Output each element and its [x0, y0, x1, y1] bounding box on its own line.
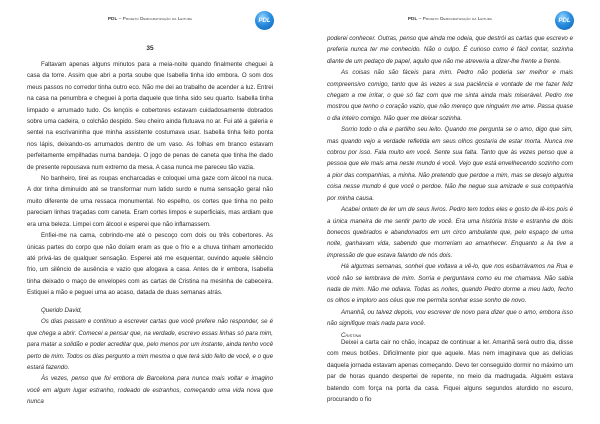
paragraph: Enfiei-me na cama, cobrindo-me até o pescoço com dois ou três cobertores. As únicas partes do corpo que não doíam eram as que o frio e a chuva tinham amortecido até privá-las de qualquer sensação. Esperei até me esquentar, ouvindo aquele silêncio frio, um silêncio de ausência e vazio que afogava a casa. Antes de ir embora, Isabella tinha deixado o maço de envelopes com as cartas de Cristina na mesinha de cabeceira. Estiquei a mão e peguei uma ao acaso, datada de duas semanas atrás. — [27, 232, 273, 297]
letter-paragraph: As coisas não são fáceis para mim. Pedro não poderia ser melhor e mais compreensivo comigo, tanto que às vezes a sua paciência e vontade de me fazer feliz chegam a me irritar, o que só faz com que me sinta ainda mais miserável. Pedro me mostrou que tenho o coração vazio, que não mereço que ninguém me ame. Passa quase o dia inteiro comigo. Não quer me deixar sozinha. — [327, 69, 573, 122]
letter-text — [327, 33, 573, 341]
pdl-logo-icon: PDL — [555, 11, 574, 30]
letter-paragraph: Acabei ontem de ler um de seus livros. Pedro tem todos eles e gosto de lê-los pois é a única maneira de me sentir perto de você. Era uma história triste e estranha de dois bonecos quebrados e abandonados em um circo ambulante que, pelo espaço de uma noite, ganhavam vida, sabendo que morreriam ao amanhecer. Enquanto a lia tive a impressão de que estava falando de nós dois. — [327, 206, 573, 259]
body-text — [327, 337, 573, 405]
paragraph: No banheiro, tirei as roupas encharcadas e coloquei uma gaze com álcool na nuca. A dor tinha diminuído até se transformar num latido surdo e numa sensação geral não muito diferente de uma ressaca monumental. No espelho, os cortes que tinha no peito pareciam linhas traçadas com caneta. Eram cortes limpos e superficiais, mas ardiam que era uma beleza. Limpei com álcool e esperei que não inflamassem. — [27, 175, 273, 228]
header-brand: PDL — [107, 16, 118, 21]
body-text — [27, 59, 273, 299]
letter-paragraph: Há algumas semanas, sonhei que voltava a vê-lo, que nos esbarrávamos na Rua e você não se lembrava de mim. Sorria e perguntava como eu me chamava. Não sabia nada de mim. Não me odiava. Todas as noites, quando Pedro dorme a meu lado, fecho os olhos e imploro aos céus que me permita sonhar esse sonho de novo. — [327, 263, 573, 305]
header-title: – Projeto Democratização da Leitura — [118, 16, 193, 21]
page-number: 35 — [146, 45, 154, 52]
header-brand: PDL — [407, 16, 418, 21]
header-title: – Projeto Democratização da Leitura — [418, 16, 493, 21]
paragraph: Deixei a carta cair no chão, incapaz de continuar a ler. Amanhã será outro dia, disse com meus botões. Dificilmente pior que aquele. Mas nem imaginava que as delícias daquela jornada estavam apenas começando. Devo ter conseguido dormir no máximo um par de horas quando despertei de repente, no meio da madrugada. Alguém estava batendo com força na porta da casa. Fiquei alguns segundos aturdido no escuro, procurando o fio — [327, 339, 573, 404]
paragraph: Faltavam apenas alguns minutos para a meia-noite quando finalmente cheguei à casa da torre. Assim que abri a porta soube que Isabella tinha ido embora. O som dos meus passos no corredor tinha outro eco. Não me dei ao trabalho de acender a luz. Entrei na casa na penumbra e cheguei à porta daquele que tinha sido seu quarto. Isabella tinha limpado e arrumado tudo. Os lençóis e cobertores estavam cuidadosamente dobrados sobre uma cadeira, o colchão despido. Seu cheiro ainda flutuava no ar. Fui até a galeria e sentei na escrivaninha que minha assistente costumava usar. Isabella tinha feito ponta nos lápis, deixando-os arrumados dentro de um vaso. As folhas em branco estavam perfeitamente empilhadas numa bandeja. O jogo de penas de caneta que tinha lhe dado de presente repousava num extremo da mesa. A casa nunca me pareceu tão vazia. — [27, 61, 273, 171]
letter-paragraph: Os dias passam e continuo a escrever cartas que você prefere não responder, se é que chega a abrir. Comecei a pensar que, na verdade, escrevo essas linhas só para mim, para matar a solidão e poder acreditar que, pelo menos por um instante, ainda tenho você perto de mim. Todos os dias pergunto a mim mesma o que terá sido feito de você, e o que estará fazendo. — [27, 318, 273, 372]
letter-paragraph: poderei conhecer. Outras, penso que ainda me odeia, que destrói as cartas que escrevo e preferia nunca ter me conhecido. Não o culpo. É curioso como é fácil contar, sozinha diante de um pedaço de papel, aquilo que não me atreveria a dizer-lhe frente a frente. — [327, 35, 573, 65]
letter-salutation: Querido David, — [41, 307, 82, 314]
letter-paragraph: Amanhã, ou talvez depois, vou escrever de novo para dizer que o amo, embora isso não signifique mais nada para você. — [327, 308, 573, 328]
letter-paragraph: Sorrio todo o dia e partilho seu leito. Quando me pergunta se o amo, digo que sim, mas quando vejo a verdade refletida em seus olhos gostaria de estar morta. Nunca me cobrou por isso. Fala muito em você. Sente sua falta. Tanto que às vezes penso que a pessoa que ele mais ama neste mundo é você. Vejo que está envelhecendo sozinho com a pior das companhias, a minha. Não pretendo que perdoe a mim, mas se desejo alguma coisa nesse mundo é que você o perdoe. Não lhe negue sua amizade e sua companhia por minha causa. — [327, 126, 573, 202]
letter-paragraph: Às vezes, penso que foi embora de Barcelona para nunca mais voltar e imagino você em algum lugar estranho, rodeado de estranhos, começando uma vida nova que nunca — [27, 375, 273, 406]
letter-signature: Cristina — [341, 331, 362, 339]
right-page — [300, 0, 600, 424]
letter-text — [27, 305, 273, 408]
pdl-logo-icon: PDL — [255, 11, 274, 30]
